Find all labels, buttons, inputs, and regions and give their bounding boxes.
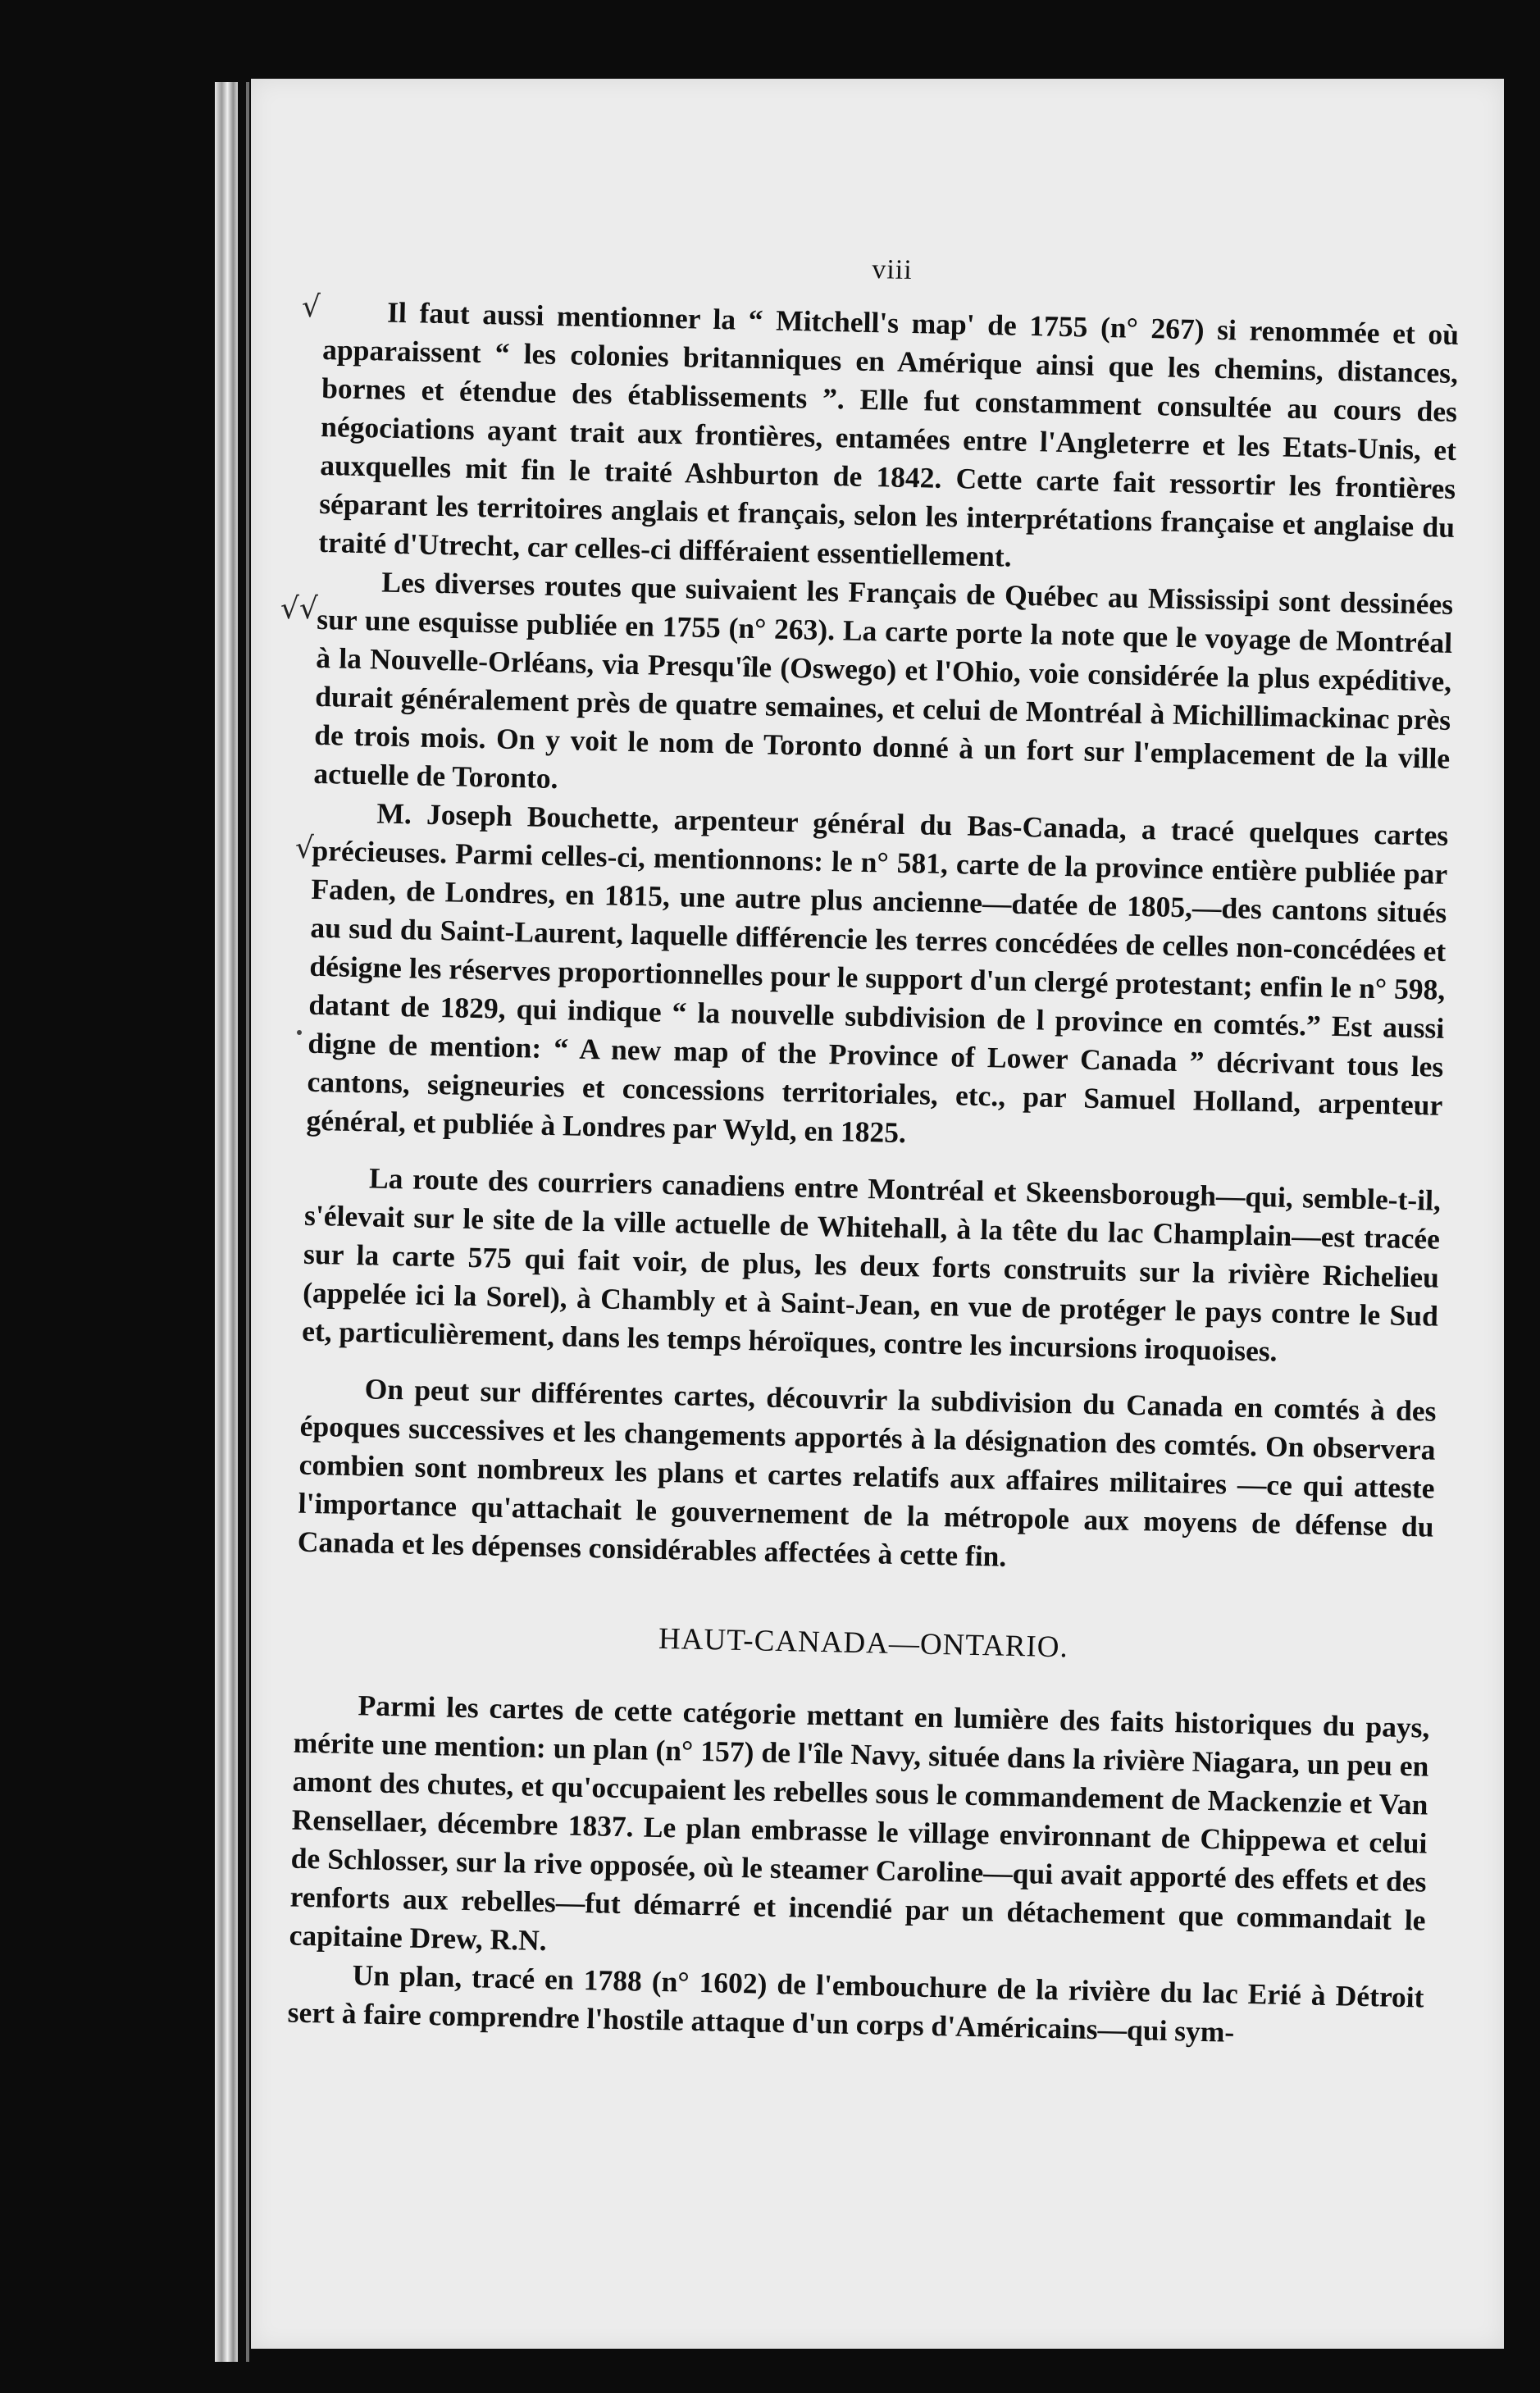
- paragraph-navy-island-plan: Parmi les cartes de cette catégorie mettant en lumière des faits historiques du pays, mérite une mention: un plan (n° 157) de l'île Navy, située dans la rivière Niagara, un peu en amont des chutes, et qu'occupaient les rebelles sous le commandement de Mackenzie et Van Rensellaer, décembre 1837. Le plan embrasse le village environnant de Chippewa et celui de Schlosser, sur la rive opposée, où le steamer Caroline—qui avait apporté des effets et des renforts aux rebelles—fut démarré et incendié par un détachement que commandait le capitaine Drew, R.N.: [289, 1689, 1430, 1958]
- book-spine-edge: [246, 82, 249, 2362]
- paragraph-detroit-plan: Un plan, tracé en 1788 (n° 1602) de l'embouchure de la rivière du lac Erié à Détroit sert à faire comprendre l'hostile attaque d'un corps d'Américains—qui sym-: [287, 1958, 1424, 2049]
- book-page: [251, 79, 1504, 2349]
- paragraph-joseph-bouchette: M. Joseph Bouchette, arpenteur général du Bas-Canada, a tracé quelques cartes précieuses. Parmi celles-ci, mentionnons: le n° 581, carte de la province entière publiée par Faden, de Londres, en 1815, une autre plus ancienne—datée de 1805,—des cantons situés au sud du Saint-Laurent, laquelle différencie les terres concédées de celles non-concédées et désigne les réserves proportionnelles pour le support d'un clergé protestant; enfin le n° 598, datant de 1829, qui indique “ la nouvelle subdivision de l province en comtés.” Est aussi digne de mention: “ A new map of the Province of Lower Canada ” décrivant tous les cantons, seigneuries et concessions territoriales, etc., par Samuel Holland, arpenteur général, et publiée à Londres par Wyld, en 1825.: [306, 796, 1449, 1150]
- book-spine: [215, 82, 238, 2362]
- paragraph-mitchell-map: Il faut aussi mentionner la “ Mitchell's map' de 1755 (n° 267) si renommée et où apparaissent “ les colonies britanniques en Amérique ainsi que les chemins, distances, bornes et étendue des établissements ”. Elle fut constamment consultée au cours des négociations ayant trait aux frontières, entamées entre l'Angleterre et les Etats-Unis, et auxquelles mit fin le traité Ashburton de 1842. Cette carte fait ressortir les frontières séparant les territoires anglais et français, selon les interprétations française et anglaise du traité d'Utrecht, car celles-ci différaient essentiellement.: [317, 295, 1460, 573]
- paragraph-courier-route: La route des courriers canadiens entre Montréal et Skeensborough—qui, semble-t-il, s'élevait sur le site de la ville actuelle de Whitehall, à la tête du lac Champlain—est tracée sur la carte 575 qui fait voir, de plus, les deux forts construits sur la rivière Richelieu (appelée ici la Sorel), à Chambly et à Saint-Jean, en vue de protéger le pays contre le Sud et, particulièrement, dans les temps héroïques, contre les incursions iroquoises.: [301, 1161, 1442, 1368]
- section-heading: HAUT-CANADA—ONTARIO.: [658, 1621, 1069, 1665]
- margin-check-mark-2: √√: [280, 592, 318, 626]
- paragraph-routes-quebec-mississipi: Les diverses routes que suivaient les Français de Québec au Mississipi sont dessinées sur une esquisse publiée en 1755 (n° 263). La carte porte la note que le voyage de Montréal à la Nouvelle-Orléans, via Presqu'île (Oswego) et l'Ohio, voie considérée la plus expéditive, durait généralement près de quatre semaines, et celui de Montréal à Michillimackinac près de trois mois. On y voit le nom de Toronto donné à un fort sur l'emplacement de la ville actuelle de Toronto.: [313, 565, 1454, 795]
- page-text-block: [287, 243, 1460, 2056]
- margin-check-mark-1: √: [302, 290, 321, 324]
- margin-pencil-dot: [297, 1030, 302, 1035]
- page-number: viii: [871, 253, 914, 286]
- paragraph-counties-subdivision: On peut sur différentes cartes, découvrir la subdivision du Canada en comtés à des époques successives et les changements apportés à la désignation des comtés. On observera combien sont nombreux les plans et cartes relatifs aux affaires militaires —ce qui atteste l'importance qu'attachait le gouvernement de la métropole aux moyens de défense du Canada et les dépenses considérables affectées à cette fin.: [297, 1372, 1437, 1573]
- margin-check-mark-3: √: [295, 832, 314, 865]
